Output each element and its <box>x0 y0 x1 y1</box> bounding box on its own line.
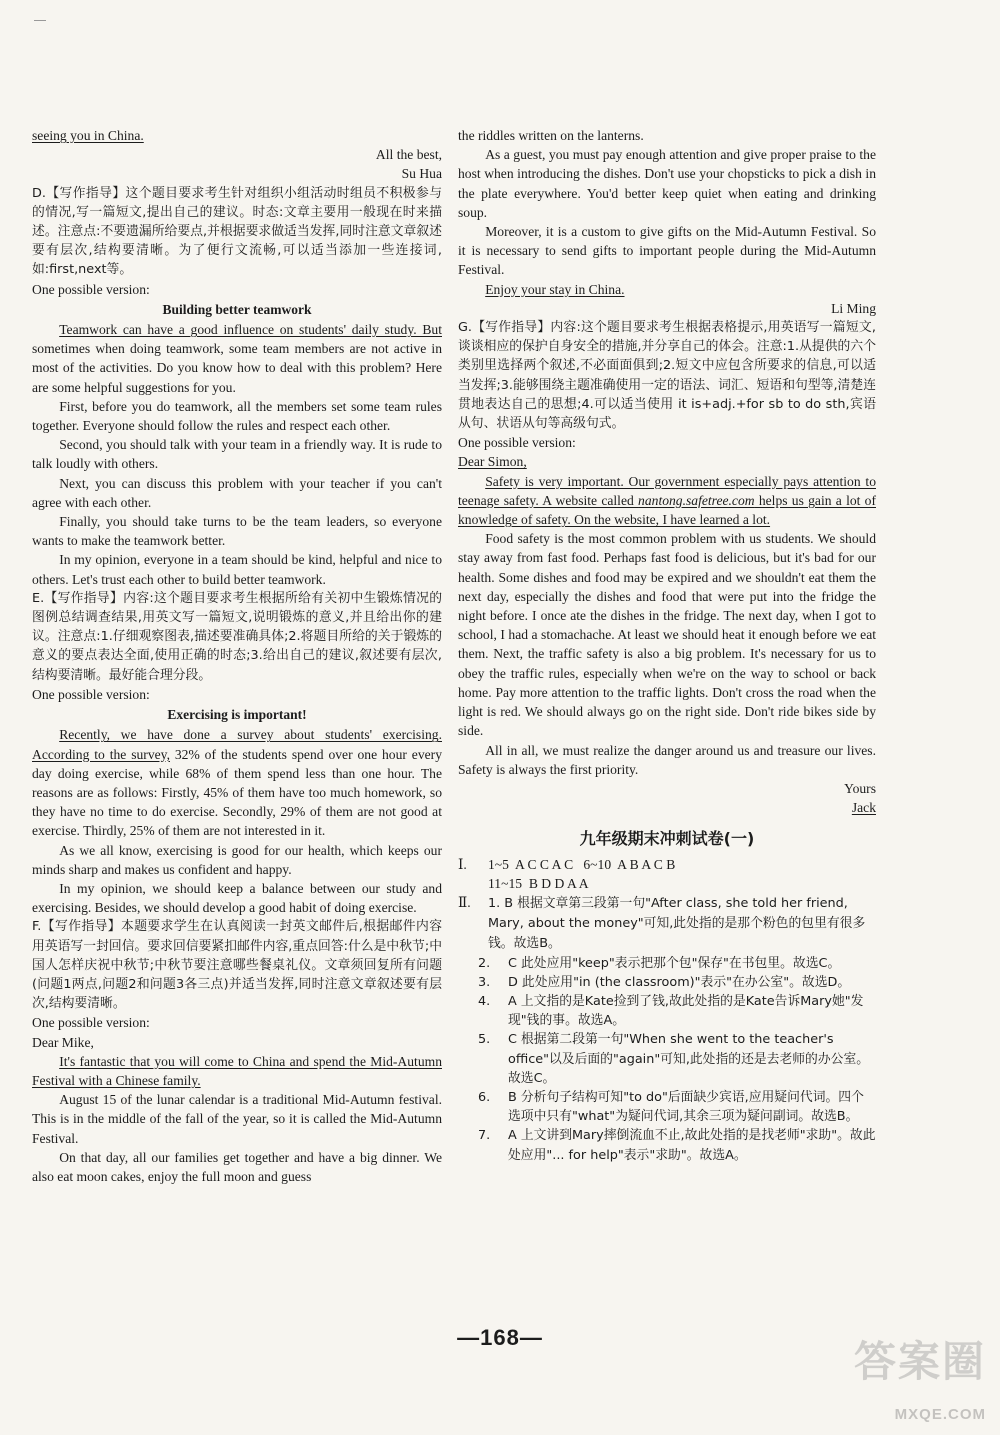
answer-section-2 <box>458 893 876 954</box>
essay-paragraph: As a guest, you must pay enough attention and give proper praise to the host when introducing the dishes. Don't use your chopsticks to pick a dish in the plate everywhere. You'd better keep quiet when eating and drinking soup. <box>458 147 876 220</box>
essay-paragraph: First, before you do teamwork, all the members set some team rules together. Everyone should follow the rules and respect each other. <box>32 398 442 434</box>
paragraph-text: sometimes when doing teamwork, some team members are not active in most of the activities. Do you know how to deal with this problem? Here are some helpful suggestions for you. <box>32 341 442 395</box>
right-column <box>458 126 876 1165</box>
essay-paragraph: Food safety is the most common problem with us students. We should stay away from fast food. Perhaps fast food is delicious, but it's bad for our health. Some dishes and food may be expired and we shouldn't eat them the next day, especially the dishes and food that were put into the fridge the night before. I once ate the dishes in the fridge. The next day, when I got to school, I had a stomachache. At least we should heat it enough before we eat them. Next, the traffic safety is also a big problem. It's necessary for us to obey the traffic rules, especially when we're on the way to school or back home. Pay more attention to the traffic lights. Don't cross the road when the light is red. We should always go on the right side. Don't ride bikes side by side. <box>458 531 876 739</box>
item-number: 2. <box>478 955 491 971</box>
answer-item <box>458 1030 876 1088</box>
answer-item-first <box>488 893 876 954</box>
writing-guide-g: G.【写作指导】内容:这个题目要求考生根据表格提示,用英语写一篇短文,谈谈相应的保护自身安全的措施,并分享自己的体会。注意:1.从提供的六个类别里选择两个叙述,不必面面俱到;2.短文中应包含所要求的信息,可以适当发挥;3.能够围绕主题准确使用一定的语法、词汇、短语和句型等,清楚连贯地表达自己的思想;4.可以适当使用 it is+adj.+for sb to do sth,宾语从句、状语从句等高级句式。 <box>458 320 876 432</box>
item-explanation: A 上文讲到Mary摔倒流血不止,故此处指的是找老师"求助"。故此处应用"... for help"表示"求助"。故选A。 <box>508 1128 876 1163</box>
version-label: One possible version: <box>32 1015 150 1031</box>
essay-title: Exercising is important! <box>167 707 307 723</box>
essay-paragraph: Moreover, it is a custom to give gifts on the Mid-Autumn Festival. So it is necessary to send gifts to important people during the Mid-Autumn Festival. <box>458 224 876 278</box>
answer-item <box>458 973 876 992</box>
item-number: 7. <box>478 1128 491 1144</box>
corner-mark <box>34 20 46 21</box>
writing-guide-e: E.【写作指导】内容:这个题目要求考生根据所给有关初中生锻炼情况的图例总结调查结果,用英文写一篇短文,说明锻炼的意义,并且给出你的建议。注意点:1.仔细观察图表,描述要准确具体;2.将题目所给的关于锻炼的意义的要点表达全面,使用正确的时态;3.给出自己的建议,叙述要有层次,结构要清晰。最好能合理分段。 <box>32 590 442 683</box>
item-explanation: C 根据第二段第一句"When she went to the teacher's office"以及后面的"again"可知,此处指的还是去老师的办公室。故选C。 <box>508 1032 870 1086</box>
letter-greeting: Dear Mike, <box>32 1034 94 1050</box>
writing-guide-f: F.【写作指导】本题要求学生在认真阅读一封英文邮件后,根据邮件内容用英语写一封回信。要求回信要紧扣邮件内容,重点回答:什么是中秋节;中国人怎样庆祝中秋节;中秋节要注意哪些餐桌礼仪。文章须回复所有问题(问题1两点,问题2和问题3各三点)并适当发挥,同时注意文章叙述要有层次,结构要清晰。 <box>32 919 442 1012</box>
answer-item <box>458 954 876 973</box>
essay-paragraph: In my opinion, everyone in a team should be kind, helpful and nice to others. Let's trust each other to build better teamwork. <box>32 552 442 587</box>
letter-closing-line <box>458 280 876 299</box>
essay-paragraph: the riddles written on the lanterns. <box>458 128 644 143</box>
letter-greeting <box>458 452 876 471</box>
item-number: 4. <box>478 993 491 1009</box>
version-label: One possible version: <box>458 435 576 451</box>
item-number: 6. <box>478 1089 491 1105</box>
letter-line: seeing you in China. <box>32 128 144 143</box>
paragraph-text: Safety is very important. Our government especially pays attention to teenage safety. A website called <box>458 473 876 508</box>
essay-paragraph: Finally, you should take turns to be the team leaders, so everyone wants to make the teamwork better. <box>32 514 442 549</box>
letter-signature: Li Ming <box>831 300 876 316</box>
version-label: One possible version: <box>32 686 150 702</box>
essay-title: Building better teamwork <box>162 301 312 317</box>
item-number: 1. <box>488 895 501 911</box>
underlined-sentence: Recently, we have done a survey about students' exercising. According to the survey, <box>32 727 442 762</box>
watermark-logo <box>798 1337 986 1424</box>
answer-item <box>458 1126 876 1164</box>
item-explanation: B 分析句子结构可知"to do"后面缺少宾语,应用疑问代词。四个选项中只有"what"为疑问代词,其余三项为疑问副词。故选B。 <box>508 1089 864 1125</box>
item-explanation: C 此处应用"keep"表示把那个包"保存"在书包里。故选C。 <box>508 955 841 971</box>
item-number: 5. <box>478 1032 491 1048</box>
answer-item <box>458 1088 876 1126</box>
underlined-sentence <box>458 472 876 530</box>
item-number: 3. <box>478 974 491 990</box>
answer-line: 1~5 A C C A C 6~10 A B A C B <box>488 856 676 872</box>
page-number: —168— <box>457 1325 543 1350</box>
watermark-caption: MXQE.COM <box>894 1405 986 1423</box>
letter-signature: Su Hua <box>401 166 442 182</box>
item-explanation: D 此处应用"in (the classroom)"表示"在办公室"。故选D。 <box>508 974 851 990</box>
exam-section-title: 九年级期末冲刺试卷(一) <box>579 829 755 849</box>
answer-item-text <box>488 896 865 951</box>
underlined-sentence: Teamwork can have a good influence on students' daily study. But <box>59 322 442 338</box>
section-number: Ⅰ. <box>458 856 467 872</box>
essay-paragraph: In my opinion, we should keep a balance between our study and exercising. Besides, we should develop a good habit of doing exercise. <box>32 880 442 916</box>
answer-section-1 <box>458 855 876 874</box>
paragraph-text: 32% of the students spend over one hour every day doing exercise, while 68% of them spend less than one hour. The reasons are as follows: Firstly, 45% of them have too much homework, so they have no time to do exercise. Secondly, 29% of them are not good at exercise. Thirdly, 25% of them are not interested in it. <box>32 746 442 839</box>
essay-paragraph <box>32 320 442 397</box>
essay-paragraph: As we all know, exercising is good for our health, which keeps our minds sharp and makes us confident and happy. <box>32 842 442 877</box>
answer-item <box>458 992 876 1030</box>
essay-paragraph: August 15 of the lunar calendar is a traditional Mid-Autumn festival. This is in the middle of the fall of the year, so it is called the Mid-Autumn Festival. <box>32 1092 442 1146</box>
letter-signature: Jack <box>851 800 876 816</box>
greeting-text: Dear Simon, <box>458 454 527 470</box>
left-column <box>32 126 442 1186</box>
letter-closing: All the best, <box>375 147 442 163</box>
underlined-sentence: Enjoy your stay in China. <box>485 281 625 297</box>
writing-guide-d: D.【写作指导】这个题目要求考生针对组织小组活动时组员不积极参与的情况,写一篇短文,提出自己的建议。时态:文章主要用一般现在时来描述。注意点:不要遗漏所给要点,并根据要求做适当发挥,同时注意文章叙述要有层次,结构要清晰。为了便行文流畅,可以适当添加一些连接词,如:first,next等。 <box>32 185 442 278</box>
essay-paragraph: Second, you should talk with your team in a friendly way. It is rude to talk loudly with others. <box>32 437 442 472</box>
letter-signature-line <box>458 798 876 817</box>
answer-line: 11~15 B D D A A <box>488 875 589 891</box>
essay-paragraph <box>32 725 442 840</box>
letter-closing: Yours <box>844 780 876 796</box>
version-label: One possible version: <box>32 281 150 297</box>
underlined-sentence: It's fantastic that you will come to China and spend the Mid-Autumn Festival with a Chinese family. <box>32 1053 442 1088</box>
essay-paragraph: All in all, we must realize the danger around us and treasure our lives. Safety is always the first priority. <box>458 742 876 777</box>
essay-paragraph: Next, you can discuss this problem with your teacher if you can't agree with each other. <box>32 475 442 510</box>
essay-paragraph: On that day, all our families get together and have a big dinner. We also eat moon cakes, enjoy the full moon and guess <box>32 1149 442 1184</box>
watermark-logo-text: 答案圈 <box>853 1337 986 1386</box>
paragraph-text: helps us gain a lot of knowledge of safety. On the website, I have learned a lot. <box>458 492 876 528</box>
item-explanation: A 上文指的是Kate捡到了钱,故此处指的是Kate告诉Mary她"发现"钱的事。故选A。 <box>508 993 864 1029</box>
item-explanation: B 根据文章第三段第一句"After class, she told her friend, Mary, about the money"可知,此处指的是那个粉色的包里有很多钱。故选B。 <box>488 895 866 952</box>
website-name: nantong.safetree.com <box>638 492 755 508</box>
section-number: Ⅱ. <box>458 894 471 910</box>
